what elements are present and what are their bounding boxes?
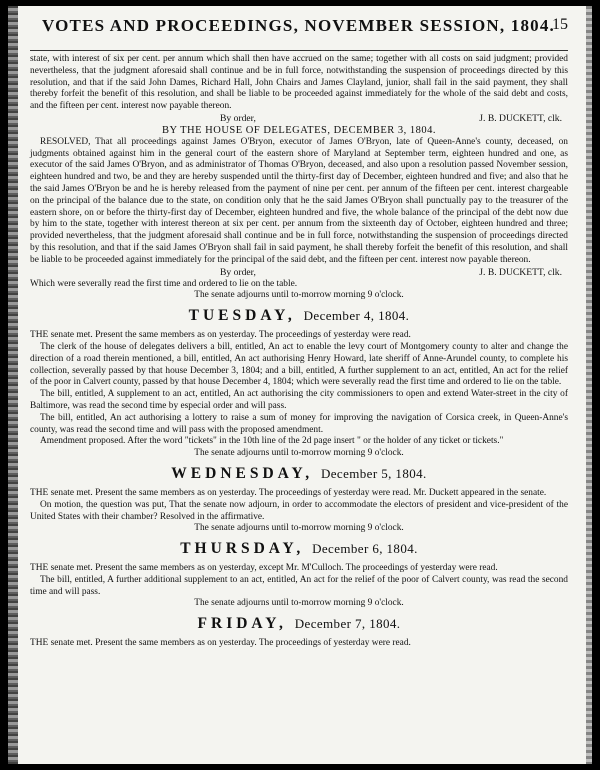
scanned-page (8, 6, 592, 764)
tuesday-para-2: The clerk of the house of delegates delivers a bill, entitled, An act to enable the levy court of Montgomery county to alter and change the direction of a road therein mentioned, a bill, entitled, An act authorising Henry Howard, late sheriff of Anne-Arundel county, to complete his collection, severally passed by that house December 3, 1804; and a bill, entitled, A further supplement to an act, entitled, An act for the relief of the poor in Calvert county, passed by that house December 4, 1804; which were severally read the first time and ordered to lie on the table. (30, 341, 568, 388)
day-date: December 5, 1804. (320, 465, 427, 481)
day-date: December 7, 1804. (294, 616, 401, 632)
day-date: December 6, 1804. (312, 541, 418, 557)
wednesday-para-2: On motion, the question was put, That the senate now adjourn, in order to accommodate the electors of president and vice-president of the United States with their chamber? Resolved in the affirmative. (30, 499, 568, 522)
thursday-para-2: The bill, entitled, A further additional supplement to an act, entitled, An act for the relief of the poor of Calvert county, was read the second time and will pass. (30, 574, 568, 597)
signature-1 (30, 113, 568, 125)
page-number: 15 (552, 16, 568, 33)
by-order-1: By order, (220, 112, 256, 124)
first-reading-note: Which were severally read the first time and ordered to lie on the table. (30, 278, 298, 289)
clerk-name-1: J. B. DUCKETT, clk. (479, 112, 562, 124)
day-heading-thursday (30, 540, 568, 558)
page-right-edge (586, 6, 592, 764)
clerk-name-2: J. B. DUCKETT, clk. (479, 266, 562, 278)
day-heading-tuesday (30, 307, 568, 325)
thursday-para-1: THE senate met. Present the same members as on yesterday, except Mr. M'Culloch. The proceedings of yesterday were read. (30, 563, 498, 574)
wednesday-para-1: THE senate met. Present the same members as on yesterday. The proceedings of yesterday were read. Mr. Duckett appeared in the senate. (30, 487, 547, 498)
wednesday-adjournment: The senate adjourns until to-morrow morning 9 o'clock. (194, 523, 404, 534)
tuesday-para-3: The bill, entitled, A supplement to an act, entitled, An act authorising the city commissioners to open and extend Water-street in the city of Baltimore, was read the second time by especial order and will pass. (30, 389, 568, 411)
header-rule (30, 50, 568, 51)
tuesday-para-1: THE senate met. Present the same members as on yesterday. The proceedings of yesterday were read. (30, 330, 411, 341)
by-order-2: By order, (220, 266, 256, 278)
friday-para-1: THE senate met. Present the same members as on yesterday. The proceedings of yesterday were read. (30, 638, 411, 649)
day-name: WEDNESDAY, (171, 464, 314, 482)
day-heading-friday (30, 615, 568, 633)
day-date: December 4, 1804. (303, 308, 410, 324)
day-name: THURSDAY, (180, 540, 305, 558)
tuesday-adjournment: The senate adjourns until to-morrow morning 9 o'clock. (194, 448, 404, 459)
house-heading: BY THE HOUSE OF DELEGATES, DECEMBER 3, 1804. (161, 124, 436, 136)
tuesday-para-5: Amendment proposed. After the word "tickets" in the 10th line of the 2d page insert " or the holder of any ticket or tickets." (40, 436, 504, 447)
thursday-adjournment: The senate adjourns until to-morrow morning 9 o'clock. (194, 598, 404, 609)
adjournment-1: The senate adjourns until to-morrow morning 9 o'clock. (194, 290, 404, 301)
paragraph-continued: state, with interest of six per cent. per annum which shall then have accrued on the same; together with all costs on said judgment; provided nevertheless, that the judgment aforesaid shall continue and be in full force, notwithstanding the suspension of proceedings directed by this resolution, and that if the said John Dames, Richard Hall, John Chairs and James Clayland, junior, shall fail in the said payment, they shall thereby forfeit the benefit of this resolution, and shall be liable to be proceeded against immediately for the whole of the said debt and costs, and the fifteen per cent. interest now payable thereon. (30, 54, 568, 112)
day-heading-wednesday (30, 465, 568, 483)
tuesday-para-4: The bill, entitled, An act authorising a lottery to raise a sum of money for improving the navigation of Corsica creek, in Queen-Anne's county, was read the second time and will pass with the proposed amendment. (30, 412, 568, 435)
page-header (30, 10, 568, 54)
signature-2 (30, 267, 568, 279)
day-name: FRIDAY, (197, 615, 287, 633)
day-name: TUESDAY, (188, 307, 296, 325)
resolution-paragraph: RESOLVED, That all proceedings against James O'Bryon, executor of James O'Bryon, late of Queen-Anne's county, deceased, on judgments obtained against him in the general court of the eastern shore of Maryland at September term, eighteen hundred and one, as executor of the said James O'Bryon, and as administrator of Thomas O'Bryon, deceased, and also upon a resolution passed November session, eighteen hundred and two, be and they are hereby suspended until the thirty-first day of December, eighteen hundred and five; and also that he the said James O'Bryon be and he is hereby released from the payment of nine per cent. per annum of the fifteen per cent. interest chargeable on the principal of the balance due to the state, on condition only that he the said James O'Bryon shall punctually pay to the treasurer of the eastern shore, on or before the thirty-first day of December, eighteen hundred and five, the whole balance of the principal of the debt now due by him to the state, together with interest thereon at six per cent. per annum from the sixteenth day of October, eighteen hundred and three; provided nevertheless, that the judgment aforesaid shall continue and be in full force, notwithstanding the suspension of proceedings directed by this resolution, and that if the said James O'Bryon shall fail in said payment, he shall thereby forfeit the benefit of this resolution, and shall be liable to be proceeded against immediately for the principal of the said debt, and the fifteen per cent. interest now payable thereon. (30, 136, 568, 265)
page-left-edge (8, 6, 18, 764)
running-title: VOTES AND PROCEEDINGS, NOVEMBER SESSION, 1804. (42, 16, 556, 35)
page-content (30, 10, 568, 650)
